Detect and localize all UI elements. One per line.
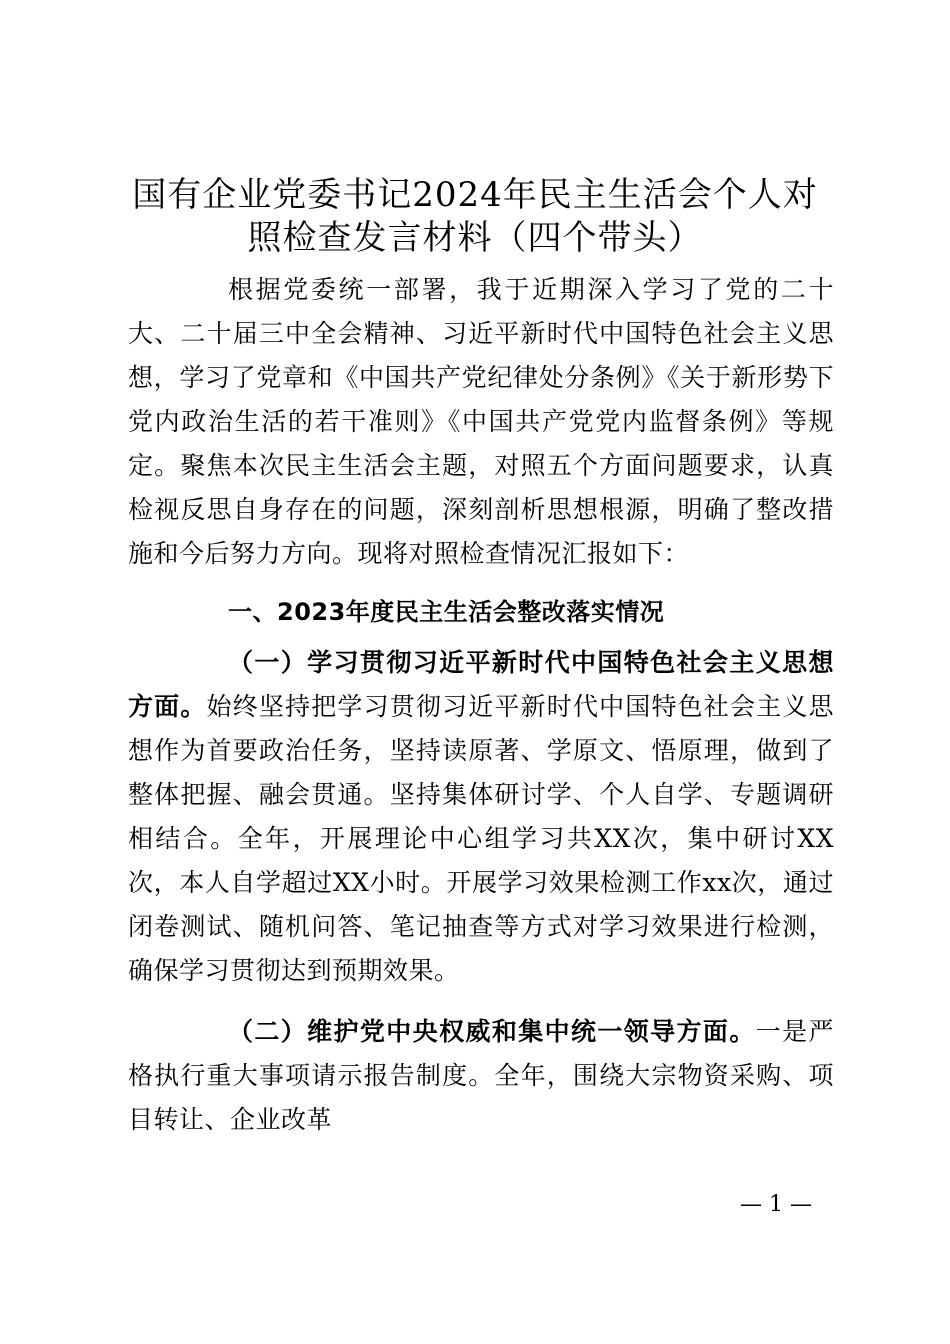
page-number: — 1 — xyxy=(740,1192,812,1217)
subsection-1-paragraph xyxy=(128,641,834,993)
document-title-line-2: 照检查发言材料（四个带头） xyxy=(247,218,703,258)
subsection-1-body: 始终坚持把学习贯彻习近平新时代中国特色社会主义思想作为首要政治任务，坚持读原著、学原文、悟原理，做到了整体把握、融会贯通。坚持集体研讨学、个人自学、专题调研相结合。全年，开展理论中心组学习共XX次，集中研讨XX次，本人自学超过XX小时。开展学习效果检测工作xx次，通过闭卷测试、随机问答、笔记抽查等方式对学习效果进行检测，确保学习贯彻达到预期效果。 xyxy=(128,692,834,985)
subsection-2-lead: （二）维护党中央权威和集中统一领导方面。 xyxy=(228,1017,756,1046)
subsection-1-lead: （一）学习贯彻习近平新时代中国特色社会主义思想方面。 xyxy=(128,648,834,721)
subsection-2-paragraph xyxy=(128,1010,834,1142)
intro-paragraph: 根据党委统一部署，我于近期深入学习了党的二十大、二十届三中全会精神、习近平新时代中国特色社会主义思想，学习了党章和《中国共产党纪律处分条例》《关于新形势下党内政治生活的若干准则》《中国共产党党内监督条例》等规定。聚焦本次民主生活会主题，对照五个方面问题要求，认真检视反思自身存在的问题，深刻剖析思想根源，明确了整改措施和今后努力方向。现将对照检查情况汇报如下： xyxy=(128,275,834,568)
section-heading-1: 一、2023年度民主生活会整改落实情况 xyxy=(228,598,665,626)
document-title-line-1: 国有企业党委书记2024年民主生活会个人对 xyxy=(132,175,818,215)
subsection-2-body: 一是严格执行重大事项请示报告制度。全年，围绕大宗物资采购、项目转让、企业改革 xyxy=(128,1017,834,1134)
